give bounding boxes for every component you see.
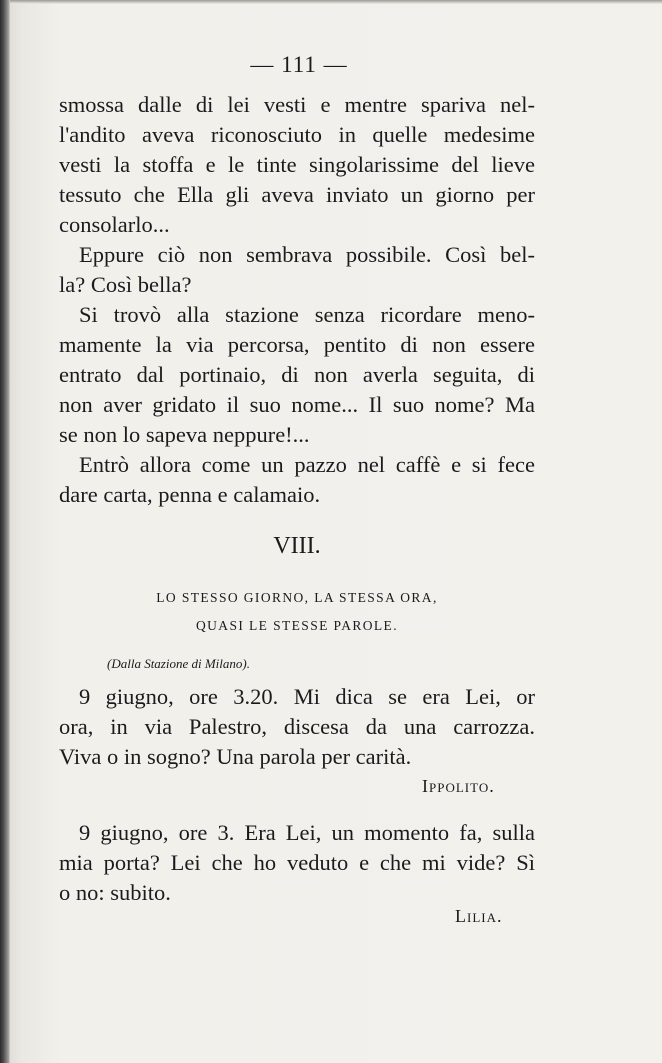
chapter-number: VIII.: [273, 533, 321, 559]
text-line: non aver gridato il suo nome... Il suo nome? Ma: [59, 392, 535, 417]
text-line: l'andito aveva riconosciuto in quelle medesime: [59, 122, 535, 147]
text-line: consolarlo...: [59, 212, 170, 237]
telegram-line: 9 giugno, ore 3.20. Mi dica se era Lei, or: [79, 684, 535, 709]
text-line: se non lo sapeva neppure!...: [59, 422, 310, 447]
page-top-edge: [10, 0, 662, 4]
text-line: smossa dalle di lei vesti e mentre spariva nel-: [59, 92, 535, 117]
text-line: Si trovò alla stazione senza ricordare meno-: [79, 302, 535, 327]
chapter-title-line: LO STESSO GIORNO, LA STESSA ORA,: [156, 590, 438, 605]
text-line: dare carta, penna e calamaio.: [59, 482, 321, 507]
telegram-line: mia porta? Lei che ho veduto e che mi vide? Sì: [59, 850, 535, 875]
page-number: — 111 —: [250, 52, 348, 77]
book-spine-shadow: [0, 0, 10, 1063]
telegram-line: ora, in via Palestro, discesa da una carrozza.: [59, 714, 535, 739]
text-line: mamente la via percorsa, pentito di non essere: [59, 332, 535, 357]
text-line: vesti la stoffa e le tinte singolarissime del lieve: [59, 152, 535, 177]
text-line: la? Così bella?: [59, 272, 192, 297]
telegram-line: 9 giugno, ore 3. Era Lei, un momento fa, sulla: [79, 820, 535, 845]
text-line: Entrò allora come un pazzo nel caffè e si fece: [79, 452, 535, 477]
signature-lilia: Lilia.: [455, 906, 503, 926]
text-line: Eppure ciò non sembrava possibile. Così bel-: [79, 242, 535, 267]
text-line: entrato dal portinaio, di non averla seguita, di: [59, 362, 535, 387]
text-line: tessuto che Ella gli aveva inviato un giorno per: [59, 182, 535, 207]
source-note: (Dalla Stazione di Milano).: [107, 656, 250, 671]
telegram-line: o no: subito.: [59, 880, 171, 905]
signature-ippolito: Ippolito.: [422, 776, 495, 796]
telegram-line: Viva o in sogno? Una parola per carità.: [59, 744, 412, 769]
chapter-title-line: QUASI LE STESSE PAROLE.: [196, 618, 398, 633]
